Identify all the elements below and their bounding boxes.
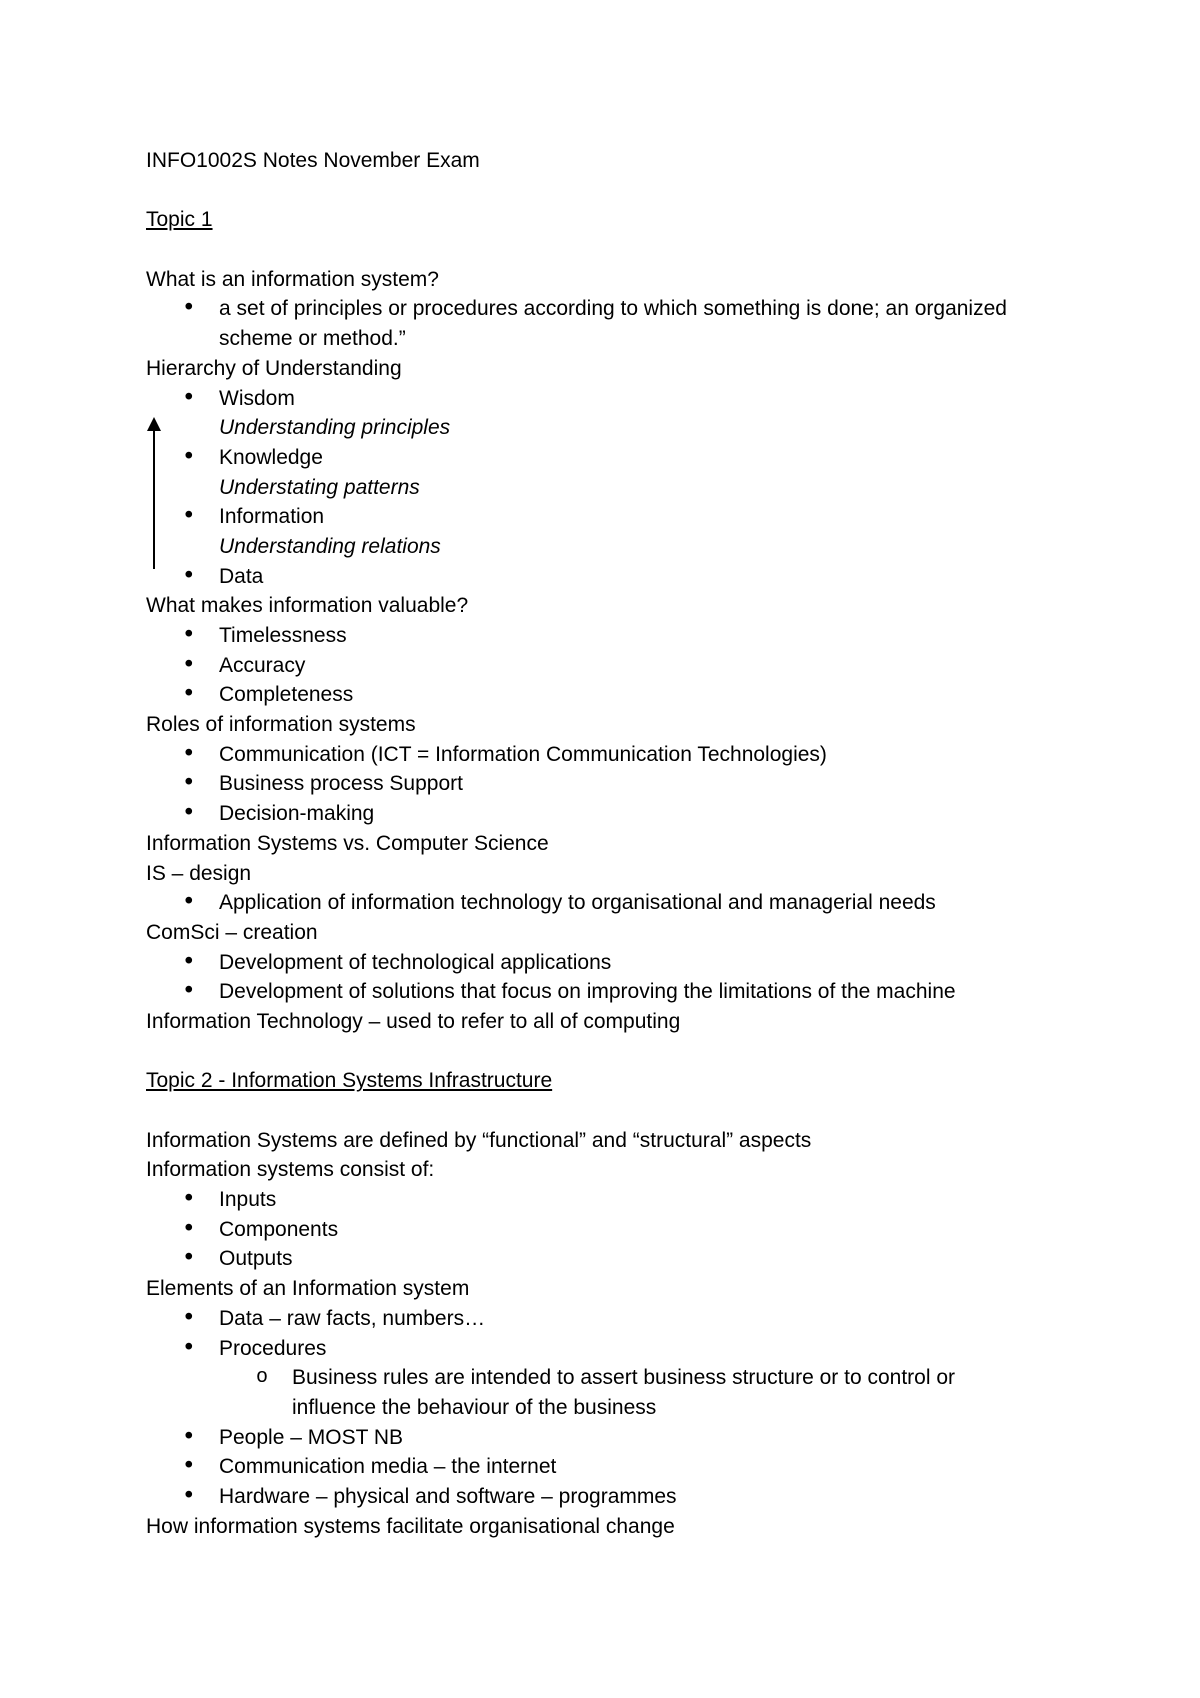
list-item: • Knowledge bbox=[146, 443, 1086, 473]
valuable-heading: What makes information valuable? bbox=[146, 594, 469, 618]
list-item: • People – MOST NB bbox=[146, 1423, 1086, 1453]
list-item: • Inputs bbox=[146, 1185, 1086, 1215]
list-item: • Communication media – the internet bbox=[146, 1452, 1086, 1482]
it-definition-line: Information Technology – used to refer to all of computing bbox=[146, 1009, 681, 1033]
topic2-heading: Topic 2 - Information Systems Infrastructure bbox=[146, 1069, 553, 1093]
is-vs-cs-heading: Information Systems vs. Computer Science bbox=[146, 831, 549, 855]
list-item: • Data – raw facts, numbers… bbox=[146, 1304, 1086, 1334]
list-item-note: Understanding principles bbox=[219, 416, 451, 440]
list-item: • Data bbox=[146, 562, 1086, 592]
document-body bbox=[146, 146, 1086, 1541]
is-defined-line: Information Systems are defined by “functional” and “structural” aspects bbox=[146, 1128, 812, 1152]
list-item: • Wisdom bbox=[146, 384, 1086, 414]
list-item: • Outputs bbox=[146, 1244, 1086, 1274]
list-item: • Procedures bbox=[146, 1334, 1086, 1364]
document-title: INFO1002S Notes November Exam bbox=[146, 149, 480, 172]
list-item: • Timelessness bbox=[146, 621, 1086, 651]
question-what-is-is: What is an information system? bbox=[146, 267, 439, 291]
list-item: • Hardware – physical and software – programmes bbox=[146, 1482, 1086, 1512]
roles-heading: Roles of information systems bbox=[146, 713, 416, 737]
sub-list-item-continuation: influence the behaviour of the business bbox=[292, 1395, 657, 1419]
is-design-line: IS – design bbox=[146, 861, 252, 885]
list-item: • a set of principles or procedures according to which something is done; an organized bbox=[146, 294, 1086, 324]
list-item: • Application of information technology to organisational and managerial needs bbox=[146, 888, 1086, 918]
list-item: • Communication (ICT = Information Communication Technologies) bbox=[146, 740, 1086, 770]
list-item: • Information bbox=[146, 502, 1086, 532]
is-consist-line: Information systems consist of: bbox=[146, 1158, 435, 1182]
sub-list-item: o Business rules are intended to assert business structure or to control or bbox=[146, 1363, 1086, 1393]
org-change-line: How information systems facilitate organisational change bbox=[146, 1514, 675, 1538]
list-item: • Accuracy bbox=[146, 651, 1086, 681]
list-item-note: Understating patterns bbox=[219, 475, 420, 499]
list-item: • Components bbox=[146, 1215, 1086, 1245]
list-item: • Development of solutions that focus on improving the limitations of the machine bbox=[146, 977, 1086, 1007]
topic1-heading: Topic 1 bbox=[146, 208, 213, 232]
list-item-continuation: scheme or method.” bbox=[219, 327, 406, 351]
comsci-creation-line: ComSci – creation bbox=[146, 920, 318, 944]
elements-heading: Elements of an Information system bbox=[146, 1277, 470, 1301]
list-item: • Completeness bbox=[146, 680, 1086, 710]
list-item: • Decision-making bbox=[146, 799, 1086, 829]
list-item: • Business process Support bbox=[146, 769, 1086, 799]
hierarchy-heading: Hierarchy of Understanding bbox=[146, 356, 402, 380]
list-item-note: Understanding relations bbox=[219, 534, 441, 558]
list-item: • Development of technological applications bbox=[146, 948, 1086, 978]
